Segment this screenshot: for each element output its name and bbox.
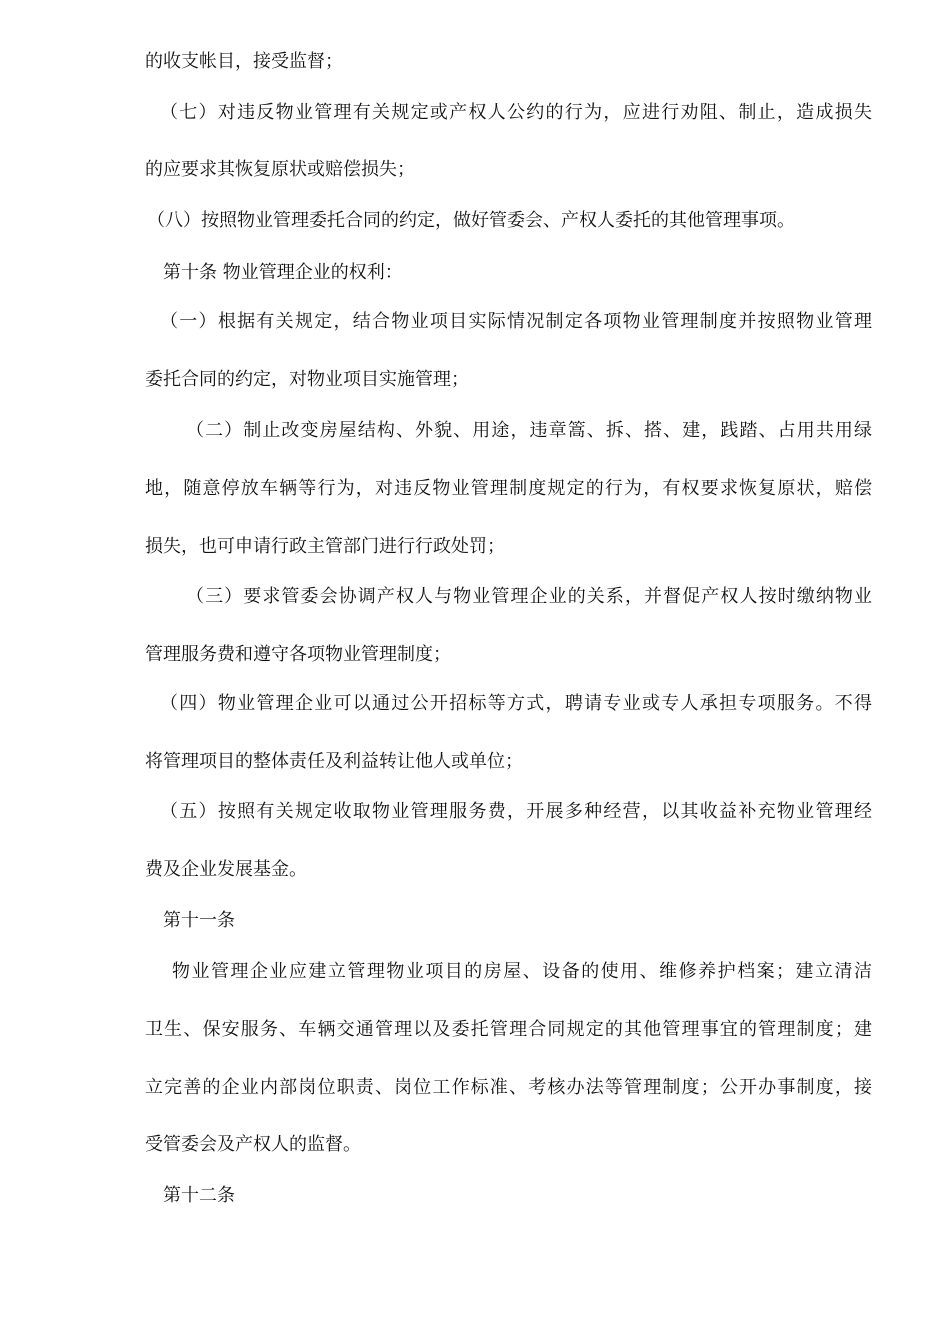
text-line: 受管委会及产权人的监督。 [145, 1134, 361, 1155]
section-heading: 第十一条 [163, 910, 235, 931]
text-line: 立完善的企业内部岗位职责、岗位工作标准、考核办法等管理制度；公开办事制度，接 [145, 1077, 872, 1098]
text-line: 损失，也可申请行政主管部门进行行政处罚； [145, 536, 505, 557]
section-heading: 第十二条 [163, 1185, 235, 1206]
text-line: （二）制止改变房屋结构、外貌、用途，违章篙、拆、搭、建，践踏、占用共用绿 [186, 420, 872, 441]
text-line: 将管理项目的整体责任及利益转让他人或单位； [145, 751, 523, 772]
text-line: 的收支帐目，接受监督； [145, 51, 343, 72]
text-line: 费及企业发展基金。 [145, 859, 307, 880]
text-line: （三）要求管委会协调产权人与物业管理企业的关系，并督促产权人按时缴纳物业 [186, 586, 872, 607]
text-line: 的应要求其恢复原状或赔偿损失； [145, 159, 415, 180]
text-line: 管理服务费和遵守各项物业管理制度； [145, 644, 451, 665]
text-line: （五）按照有关规定收取物业管理服务费，开展多种经营，以其收益补充物业管理经 [160, 801, 872, 822]
text-line: 物业管理企业应建立管理物业项目的房屋、设备的使用、维修养护档案；建立清洁 [172, 961, 872, 982]
section-heading: 第十条 物业管理企业的权利： [163, 262, 403, 283]
text-line: 委托合同的约定，对物业项目实施管理； [145, 369, 469, 390]
text-line: 卫生、保安服务、车辆交通管理以及委托管理合同规定的其他管理事宜的管理制度；建 [145, 1019, 872, 1040]
text-line: （七）对违反物业管理有关规定或产权人公约的行为，应进行劝阻、制止，造成损失 [160, 102, 872, 123]
text-line: （八）按照物业管理委托合同的约定，做好管委会、产权人委托的其他管理事项。 [147, 210, 795, 231]
text-line: 地，随意停放车辆等行为，对违反物业管理制度规定的行为，有权要求恢复原状，赔偿 [145, 478, 872, 499]
text-line: （一）根据有关规定，结合物业项目实际情况制定各项物业管理制度并按照物业管理 [160, 311, 872, 332]
text-line: （四）物业管理企业可以通过公开招标等方式，聘请专业或专人承担专项服务。不得 [160, 693, 872, 714]
